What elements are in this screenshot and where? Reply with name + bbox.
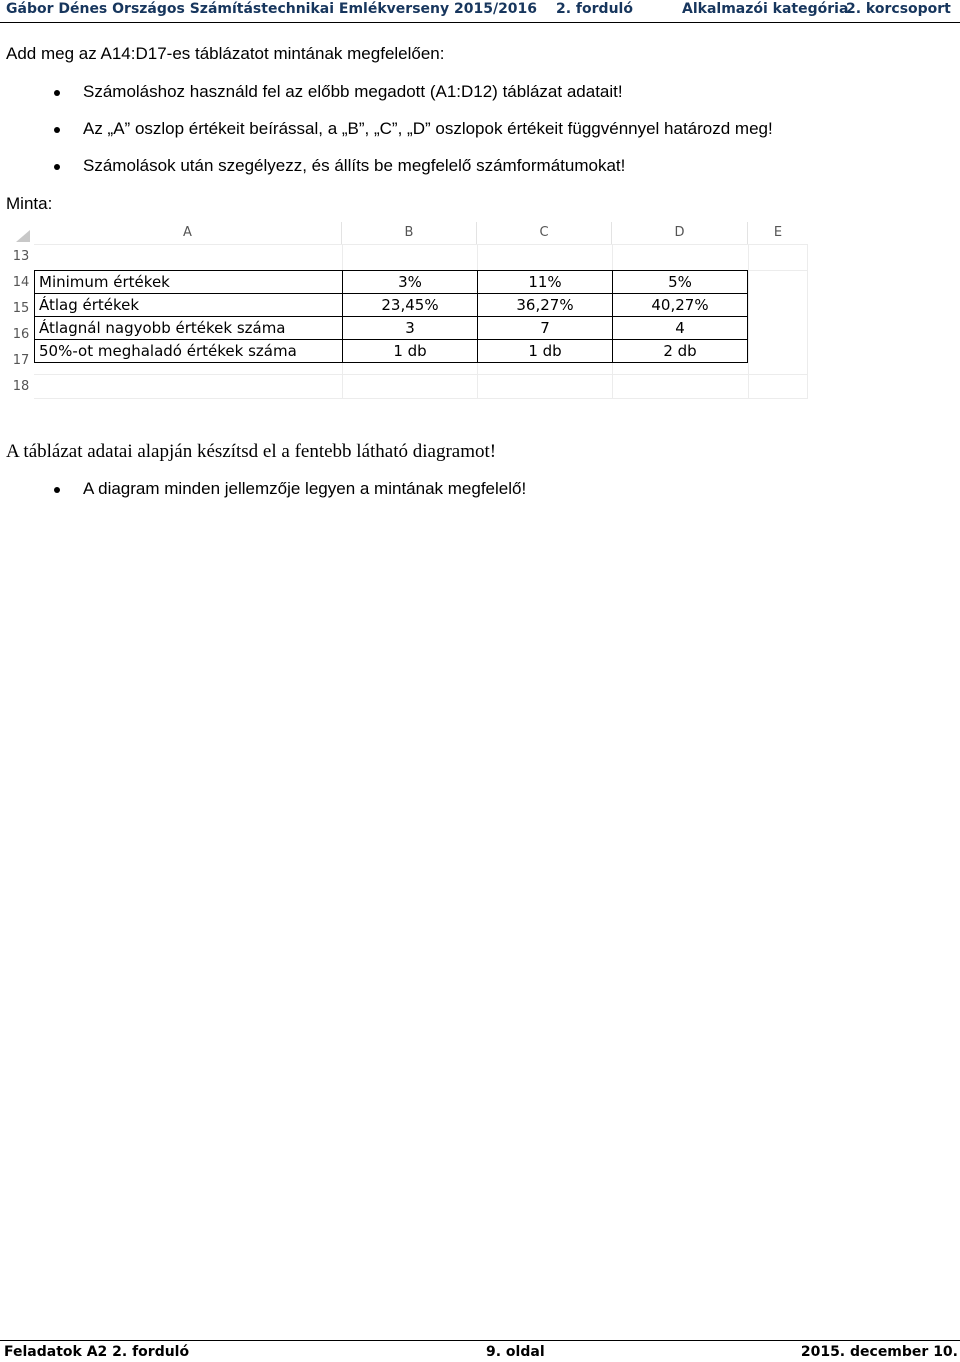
spreadsheet-sample: [8, 222, 808, 398]
row-header: 16: [12, 327, 30, 342]
gridline: [34, 244, 808, 245]
diagram-instruction: A táblázat adatai alapján készítsd el a fentebb látható diagramot!: [6, 441, 497, 462]
diagram-requirement: A diagram minden jellemzője legyen a mintának megfelelő!: [83, 479, 527, 498]
age-group-label: 2. korcsoport: [846, 1, 951, 17]
row-label: 50%-ot meghaladó értékek száma: [35, 340, 343, 363]
cell-value: 4: [613, 317, 748, 340]
row-header: 14: [12, 275, 30, 290]
table-row: [35, 317, 748, 340]
category-label: Alkalmazói kategória: [682, 1, 849, 17]
row-label: Átlag értékek: [35, 294, 343, 317]
row-header: 17: [12, 353, 30, 368]
gridline: [34, 398, 808, 399]
task-intro: Add meg az A14:D17-es táblázatot mintának megfelelően:: [6, 44, 445, 63]
table-row: [35, 294, 748, 317]
cell-value: 11%: [478, 271, 613, 294]
gridline: [34, 374, 808, 375]
column-header-d: D: [612, 222, 748, 244]
row-label: Átlagnál nagyobb értékek száma: [35, 317, 343, 340]
sample-label: Minta:: [6, 194, 53, 213]
cell-value: 5%: [613, 271, 748, 294]
footer-date: 2015. december 10.: [800, 1344, 958, 1360]
cell-value: 1 db: [343, 340, 478, 363]
page-header: [0, 0, 960, 23]
round-label: 2. forduló: [556, 1, 633, 17]
gridline: [748, 244, 749, 398]
row-header: 18: [12, 379, 30, 394]
cell-value: 36,27%: [478, 294, 613, 317]
row-header: 15: [12, 301, 30, 316]
cell-value: 3%: [343, 271, 478, 294]
cell-value: 40,27%: [613, 294, 748, 317]
page-footer: [0, 1340, 960, 1362]
table-row: [35, 271, 748, 294]
instruction-item: Számoláshoz használd fel az előbb megadott (A1:D12) táblázat adatait!: [83, 82, 623, 101]
footer-task-label: Feladatok A2 2. forduló: [4, 1344, 190, 1360]
row-label: Minimum értékek: [35, 271, 343, 294]
cell-value: 1 db: [478, 340, 613, 363]
results-table: [34, 270, 748, 363]
corner-triangle-icon: [16, 230, 30, 242]
cell-value: 23,45%: [343, 294, 478, 317]
instruction-item: Számolások után szegélyezz, és állíts be megfelelő számformátumokat!: [83, 156, 626, 175]
competition-title: Gábor Dénes Országos Számítástechnikai Emlékverseny 2015/2016: [6, 1, 538, 17]
column-header-b: B: [342, 222, 477, 244]
row-header: 13: [12, 249, 30, 264]
page-number: 9. oldal: [486, 1344, 545, 1360]
gridline: [807, 244, 808, 398]
table-row: [35, 340, 748, 363]
column-header-e: E: [773, 225, 783, 240]
cell-value: 7: [478, 317, 613, 340]
column-header-c: C: [477, 222, 612, 244]
cell-value: 3: [343, 317, 478, 340]
select-all-corner: [8, 222, 34, 244]
cell-value: 2 db: [613, 340, 748, 363]
instruction-item: Az „A” oszlop értékeit beírással, a „B”, „C”, „D” oszlopok értékeit függvénnyel határozd meg!: [83, 119, 773, 138]
column-header-a: A: [34, 222, 342, 244]
